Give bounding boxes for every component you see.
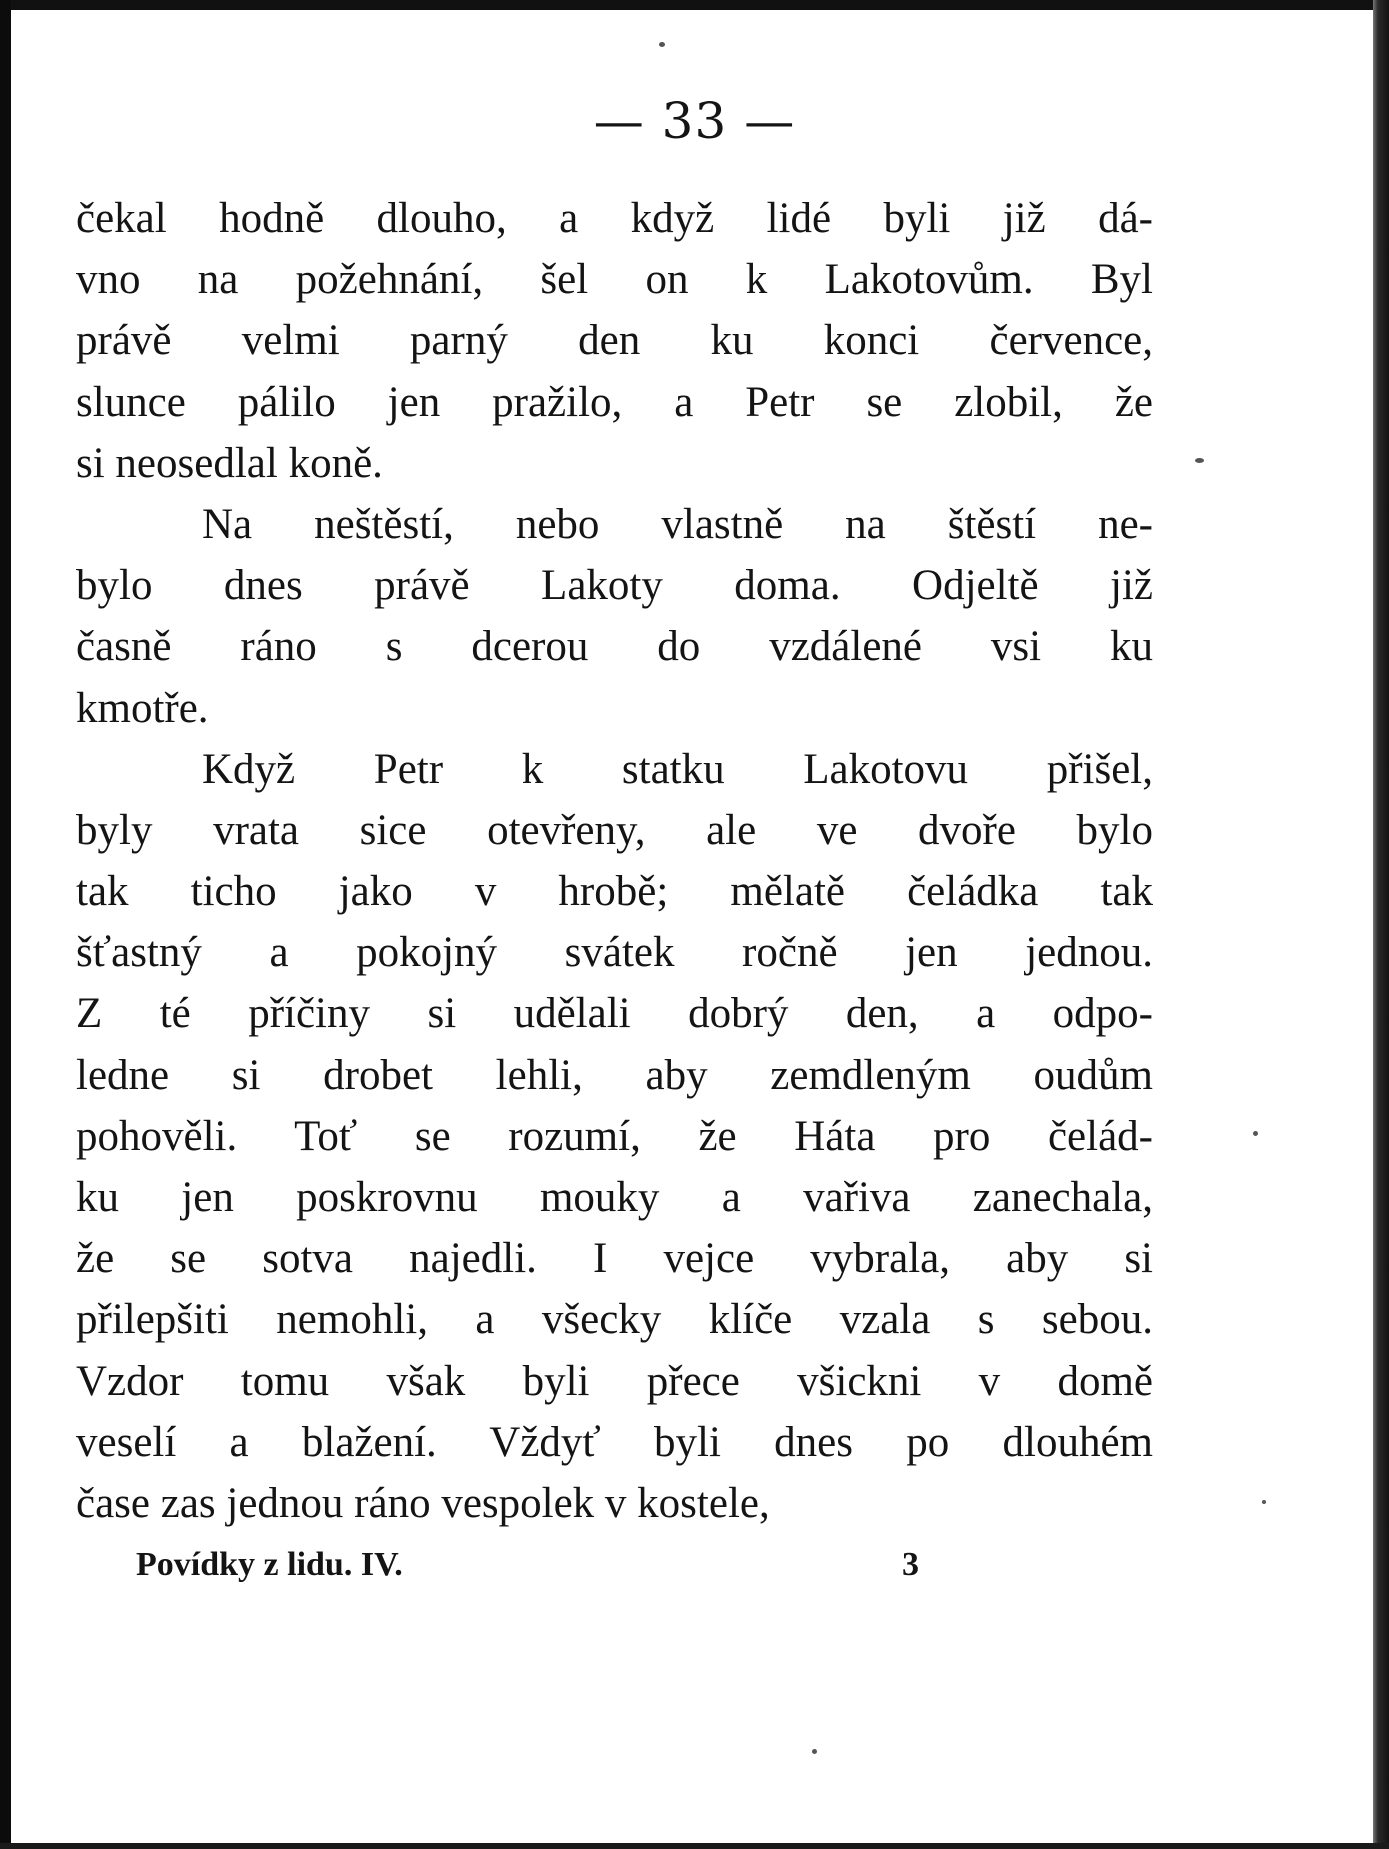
scan-speck	[659, 42, 665, 47]
scan-bottom-edge	[0, 1843, 1389, 1849]
text-line: tak ticho jako v hrobě; mělatě čeládka tak	[76, 868, 1153, 916]
paragraph	[76, 494, 1153, 739]
text-line: vno na požehnání, šel on k Lakotovům. Byl	[76, 256, 1153, 304]
text-line: bylo dnes právě Lakoty doma. Odjeltě již	[76, 562, 1153, 610]
text-line: pohověli. Toť se rozumí, že Háta pro čelád-	[76, 1112, 1153, 1160]
scan-left-edge	[0, 0, 11, 1849]
text-line: slunce pálilo jen pražilo, a Petr se zlobil, že	[76, 378, 1153, 426]
text-line: Když Petr k statku Lakotovu přišel,	[202, 745, 1153, 793]
text-line: přilepšiti nemohli, a všecky klíče vzala s sebou.	[76, 1296, 1153, 1344]
scan-speck	[1195, 458, 1204, 463]
paragraph	[76, 188, 1153, 494]
text-line: Na neštěstí, nebo vlastně na štěstí ne-	[202, 500, 1153, 548]
text-line: si neosedlal koně.	[76, 439, 383, 487]
footer-book-title: Povídky z lidu. IV.	[136, 1546, 403, 1583]
text-line: šťastný a pokojný svátek ročně jen jednou.	[76, 929, 1153, 977]
footer-signature-mark: 3	[902, 1546, 919, 1583]
text-line: Vzdor tomu však byli přece všickni v domě	[76, 1357, 1153, 1405]
scan-top-edge	[0, 0, 1389, 10]
text-line: veselí a blažení. Vždyť byli dnes po dlouhém	[76, 1418, 1153, 1466]
scan-right-edge	[1373, 0, 1389, 1849]
page-footer	[136, 1546, 936, 1584]
text-line: právě velmi parný den ku konci července,	[76, 317, 1153, 365]
text-line: ku jen poskrovnu mouky a vařiva zanechala,	[76, 1174, 1153, 1221]
page-number: — 33 —	[593, 92, 796, 150]
text-line: že se sotva najedli. I vejce vybrala, aby si	[76, 1235, 1153, 1283]
text-line: Z té příčiny si udělali dobrý den, a odpo-	[76, 990, 1153, 1038]
paragraph	[76, 739, 1153, 1534]
text-line: ledne si drobet lehli, aby zemdleným oudům	[76, 1051, 1153, 1099]
scan-speck	[1262, 1500, 1266, 1504]
text-line: kmotře.	[76, 684, 209, 732]
text-line: časně ráno s dcerou do vzdálené vsi ku	[76, 623, 1153, 671]
text-line: byly vrata sice otevřeny, ale ve dvoře bylo	[76, 806, 1153, 854]
scan-speck	[812, 1749, 817, 1754]
scan-speck	[1253, 1131, 1258, 1136]
text-line: čase zas jednou ráno vespolek v kostele,	[76, 1479, 770, 1527]
text-line: čekal hodně dlouho, a když lidé byli již dá-	[76, 195, 1153, 242]
body-text	[76, 188, 1153, 1534]
